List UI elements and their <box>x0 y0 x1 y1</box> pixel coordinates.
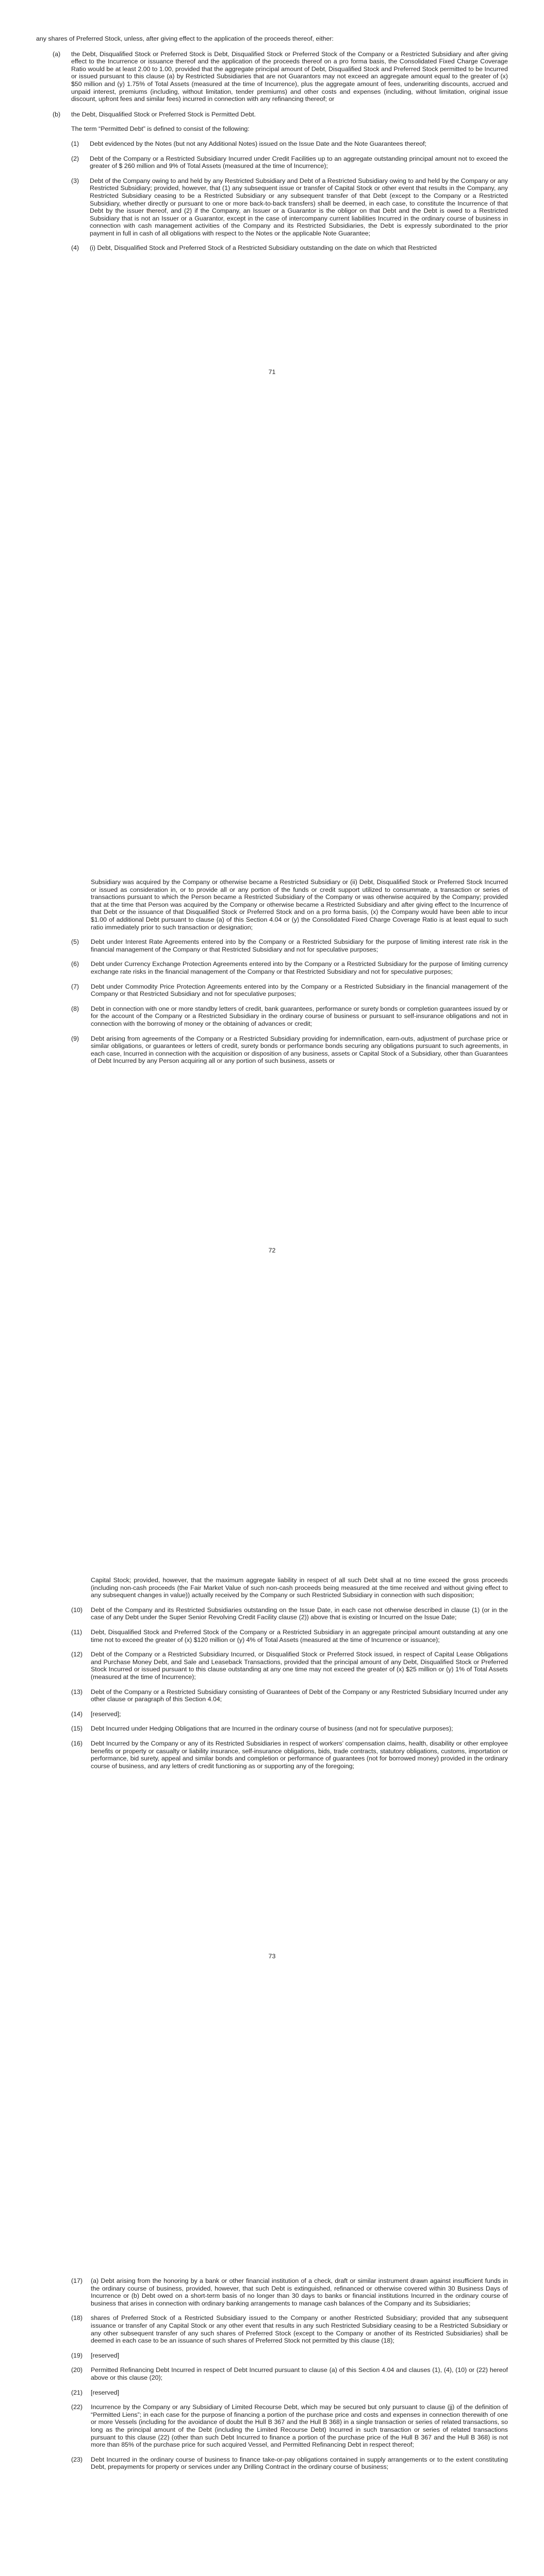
list-item <box>71 2403 508 2449</box>
list-item-number: (10) <box>71 1606 83 1614</box>
list-item-number: (7) <box>71 982 79 990</box>
permitted-debt-list-part-4 <box>71 2277 508 2471</box>
page-73-content <box>36 1577 508 1777</box>
list-item <box>71 1740 508 1770</box>
list-item-number: (20) <box>71 2366 83 2374</box>
list-item-text: Debt under Currency Exchange Protection Agreements entered into by the Company or a Restricted Subsidiary for the purpose of limiting currency exchange rate risks in the financial management of the Company or that Restricted Subsidiary and not for speculative purposes; <box>91 960 508 975</box>
list-item-text: shares of Preferred Stock of a Restricted Subsidiary issued to the Company or another Restricted Subsidiary; provided that any subsequent issuance or transfer of any Capital Stock or any other event that results in any such Restricted Subsidiary ceasing to be a Restricted Subsidiary or any other subsequent transfer of any such shares of Preferred Stock (except to the Company or another of its Restricted Subsidiaries) shall be deemed in each case to be an issuance of such shares of Preferred Stock not permitted by this clause (18); <box>91 2314 508 2345</box>
list-item-number: (19) <box>71 2351 83 2359</box>
document-page-73 <box>0 1406 544 2110</box>
page-71-content <box>36 35 508 259</box>
page-74-content <box>36 2277 508 2478</box>
list-item-number: (15) <box>71 1725 83 1733</box>
page-72-content <box>36 878 508 1072</box>
continuation-paragraph: Capital Stock; provided, however, that the maximum aggregate liability in respect of all such Debt shall at no time exceed the gross proceeds (including non-cash proceeds (the Fair Market Value of such non-cash proceeds being measured at the time received and without giving effect to any subsequent changes in value)) actually received by the Company or such Restricted Subsidiary in connection with such disposition; <box>91 1577 508 1599</box>
list-item-text: [reserved] <box>91 2351 120 2359</box>
list-item-number: (11) <box>71 1628 83 1636</box>
list-item-text: Permitted Refinancing Debt Incurred in respect of Debt Incurred pursuant to clause (a) of this Section 4.04 and clauses (1), (4), (10) or (22) hereof above or this clause (20); <box>91 2366 508 2381</box>
list-item-text: (a) Debt arising from the honoring by a bank or other financial institution of a check, draft or similar instrument drawn against insufficient funds in the ordinary course of business, provided, however, that such Debt is extinguished, refinanced or otherwise covered within 30 Business Days of Incurrence or (b) Debt owed on a short-term basis of no longer than 30 days to banks or financial institutions Incurred in the ordinary course of business that arises in connection with ordinary banking arrangements to manage cash balances of the Company and its Subsidiaries; <box>91 2277 508 2307</box>
list-item <box>71 2366 508 2381</box>
document-page-74 <box>0 2110 544 2576</box>
list-item-number: (22) <box>71 2403 83 2411</box>
list-item <box>71 1725 508 1733</box>
list-item <box>71 244 508 252</box>
list-item <box>71 155 508 170</box>
list-item-number: (5) <box>71 938 79 946</box>
list-item-text: (i) Debt, Disqualified Stock and Preferred Stock of a Restricted Subsidiary outstanding on the date on which that Restricted <box>90 244 437 252</box>
clause-a-text: the Debt, Disqualified Stock or Preferred Stock is Debt, Disqualified Stock or Preferred Stock of the Company or a Restricted Subsidiary and after giving effect to the Incurrence or issuance thereof and the application of the proceeds thereof on a pro forma basis, the Consolidated Fixed Charge Coverage Ratio would be at least 2.00 to 1.00, provided that the aggregate principal amount of Debt, Disqualified Stock and Preferred Stock permitted to be Incurred or issued pursuant to this clause (a) by Restricted Subsidiaries that are not Guarantors may not exceed an aggregate amount equal to the greater of (x) $50 million and (y) 1.75% of Total Assets (measured at the time of Incurrence), plus the aggregate amount of fees, underwriting discounts, accrued and unpaid interest, premiums (including, without limitation, tender premiums) and other costs and expenses (including, without limitation, original issue discount, upfront fees and similar fees) incurred in connection with any refinancing thereof; or <box>71 50 508 103</box>
continuation-paragraph: Subsidiary was acquired by the Company or otherwise became a Restricted Subsidiary or (ii) Debt, Disqualified Stock or Preferred Stock Incurred or issued as consideration in, or to provide all or any portion of the funds or credit support utilized to consummate, a transaction or series of transactions pursuant to which the Person became a Restricted Subsidiary of the Company or was otherwise acquired by the Company; provided that at the time that Person was acquired by the Company or otherwise became a Restricted Subsidiary and after giving effect to the Incurrence of that Debt or the issuance of that Disqualified Stock or Preferred Stock and on a pro forma basis, (x) the Company would have been able to incur $1.00 of additional Debt pursuant to clause (a) of this Section 4.04 or (y) the Consolidated Fixed Charge Coverage Ratio is at least equal to such ratio immediately prior to such transaction or designation; <box>91 878 508 931</box>
list-item-text: Incurrence by the Company or any Subsidiary of Limited Recourse Debt, which may be secured but only pursuant to clause (jj) of the definition of “Permitted Liens”; in each case for the purpose of financing a portion of the purchase price and costs and expenses in connection therewith of one or more Vessels (including for the avoidance of doubt the Hull B 367 and the Hull B 368) in a single transaction or series of related transactions, so long as the principal amount of the Debt (including the Limited Recourse Debt) Incurred in such transaction or series of related transactions pursuant to this clause (22) (other than such Debt Incurred to finance a portion of the purchase price of the Hull B 367 and the Hull B 368) is not more than 85% of the purchase price for such acquired Vessel, and Permitted Refinancing Debt in respect thereof; <box>91 2403 508 2449</box>
list-item-number: (21) <box>71 2388 83 2396</box>
permitted-debt-list-part-1 <box>71 140 508 252</box>
list-item <box>71 177 508 238</box>
list-item <box>71 983 508 998</box>
list-item <box>71 2389 508 2397</box>
list-item-number: (3) <box>71 177 79 184</box>
permitted-debt-list-part-3 <box>71 1606 508 1770</box>
page-number: 72 <box>268 1247 276 1254</box>
list-item-text: Debt arising from agreements of the Company or a Restricted Subsidiary providing for indemnification, earn-outs, adjustment of purchase price or similar obligations, or guarantees or letters of credit, surety bonds or performance bonds securing any obligations pursuant to such agreements, in each case, Incurred in connection with the acquisition or disposition of any business, assets or Capital Stock of a Subsidiary, other than Guarantees of Debt Incurred by any Person acquiring all or any portion of such business, assets or <box>91 1035 508 1065</box>
list-item-text: Debt in connection with one or more standby letters of credit, bank guarantees, performance or surety bonds or completion guarantees issued by or for the account of the Company or a Restricted Subsidiary in the ordinary course of business or pursuant to self-insurance obligations and not in connection with the borrowing of money or the obtaining of advances or credit; <box>91 1005 508 1027</box>
list-item-number: (1) <box>71 140 79 147</box>
document-page-72 <box>0 703 544 1406</box>
list-item-number: (18) <box>71 2314 83 2322</box>
list-item <box>71 1629 508 1643</box>
list-item-number: (8) <box>71 1005 79 1012</box>
list-item-text: Debt Incurred under Hedging Obligations that are Incurred in the ordinary course of business (and not for speculative purposes); <box>91 1725 453 1733</box>
list-item-text: Debt of the Company owing to and held by any Restricted Subsidiary and Debt of a Restricted Subsidiary owing to and held by the Company or any Restricted Subsidiary; provided, however, that (1) any subsequent issue or transfer of Capital Stock or other event that results in the Company, any Restricted Subsidiary ceasing to be a Restricted Subsidiary or any subsequent transfer of that Debt (except to the Company or a Restricted Subsidiary, whether directly or pursuant to one or more back-to-back transfers) shall be deemed, in each case, to constitute the Incurrence of that Debt by the issuer thereof, and (2) if the Company, an Issuer or a Guarantor is the obligor on that Debt and the Debt is owed to a Restricted Subsidiary that is not an Issuer or a Guarantor, except in the case of intercompany current liabilities Incurred in the ordinary course of business in connection with cash management activities of the Company and its Restricted Subsidiaries, the Debt is expressly subordinated to the prior payment in full in cash of all obligations with respect to the Notes or the applicable Note Guarantee; <box>90 177 508 237</box>
list-item <box>71 960 508 975</box>
document-page-71 <box>0 0 544 703</box>
list-item-number: (13) <box>71 1688 83 1696</box>
list-item-text: Debt evidenced by the Notes (but not any Additional Notes) issued on the Issue Date and the Note Guarantees thereof; <box>90 140 426 147</box>
list-item-text: Debt Incurred in the ordinary course of business to finance take-or-pay obligations contained in supply arrangements or to the extent constituting Debt, prepayments for property or services under any Drilling Contract in the ordinary course of business; <box>91 2455 508 2471</box>
list-item <box>71 1035 508 1065</box>
list-item-text: Debt of the Company or a Restricted Subsidiary Incurred, or Disqualified Stock or Preferred Stock issued, in respect of Capital Lease Obligations and Purchase Money Debt, and Sale and Leaseback Transactions, provided that the principal amount of any Debt, Disqualified Stock or Preferred Stock Incurred or issued pursuant to this clause outstanding at any one time may not exceed the greater of (x) $25 million or (y) 1% of Total Assets (measured at the time of Incurrence); <box>91 1651 508 1681</box>
list-item-number: (17) <box>71 2277 83 2284</box>
list-item-number: (14) <box>71 1710 83 1718</box>
defined-term-intro: The term “Permitted Debt” is defined to consist of the following: <box>71 125 250 133</box>
list-item-number: (23) <box>71 2455 83 2463</box>
list-item-text: Debt of the Company or a Restricted Subsidiary Incurred under Credit Facilities up to an aggregate outstanding principal amount not to exceed the greater of $ 260 million and 9% of Total Assets (measured at the time of Incurrence); <box>90 155 508 170</box>
list-item-text: [reserved]; <box>91 1710 121 1718</box>
list-item-number: (6) <box>71 960 79 968</box>
list-item-number: (4) <box>71 244 79 252</box>
clause-a <box>53 50 508 103</box>
opening-paragraph: any shares of Preferred Stock, unless, after giving effect to the application of the proceeds thereof, either: <box>36 35 334 42</box>
list-item-text: Debt of the Company and its Restricted Subsidiaries outstanding on the Issue Date, in each case not otherwise described in clause (1) (or in the case of any Debt under the Super Senior Revolving Credit Facility clause (2)) above that is existing or Incurred on the Issue Date; <box>91 1606 508 1621</box>
list-item-text: Debt under Commodity Price Protection Agreements entered into by the Company or a Restricted Subsidiary in the financial management of the Company or that Restricted Subsidiary and not for speculative purposes; <box>91 982 508 998</box>
list-item <box>71 2314 508 2344</box>
page-number: 71 <box>268 368 276 376</box>
list-item <box>71 1651 508 1681</box>
permitted-debt-list-part-2 <box>71 938 508 1065</box>
list-item-text: [reserved] <box>91 2388 120 2396</box>
list-item-text: Debt Incurred by the Company or any of its Restricted Subsidiaries in respect of workers’ compensation claims, health, disability or other employee benefits or property or casualty or liability insurance, self-insurance obligations, bids, trade contracts, statutory obligations, customs, importation or performance, bid surety, appeal and similar bonds and completion or performance of guarantees (not for borrowed money) provided in the ordinary course of business, and any letters of credit functioning as or supporting any of the foregoing; <box>91 1739 508 1770</box>
list-item-number: (9) <box>71 1035 79 1042</box>
list-item <box>71 2277 508 2307</box>
list-item <box>71 1005 508 1028</box>
list-item <box>71 2352 508 2360</box>
list-item-text: Debt of the Company or a Restricted Subsidiary consisting of Guarantees of Debt of the Company or any Restricted Subsidiary Incurred under any other clause or paragraph of this Section 4.04; <box>91 1688 508 1703</box>
list-item-text: Debt, Disqualified Stock and Preferred Stock of the Company or a Restricted Subsidiary in an aggregate principal amount outstanding at any one time not to exceed the greater of (x) $120 million or (y) 4% of Total Assets (measured at the time of Incurrence or issuance); <box>91 1628 508 1643</box>
list-item <box>71 1710 508 1718</box>
clause-b-text: the Debt, Disqualified Stock or Preferred Stock is Permitted Debt. <box>71 110 256 118</box>
list-item-number: (2) <box>71 155 79 162</box>
list-item <box>71 1606 508 1621</box>
list-item <box>71 140 508 148</box>
page-number: 73 <box>268 1953 276 1960</box>
list-item <box>71 2456 508 2471</box>
clause-b-marker: (b) <box>53 110 61 118</box>
clause-a-marker: (a) <box>53 50 61 58</box>
list-item-number: (12) <box>71 1651 83 1658</box>
list-item-text: Debt under Interest Rate Agreements entered into by the Company or a Restricted Subsidiary for the purpose of limiting interest rate risk in the financial management of the Company or that Restricted Subsidiary and not for speculative purposes; <box>91 938 508 953</box>
list-item <box>71 1688 508 1703</box>
list-item <box>71 938 508 953</box>
clause-b <box>53 111 508 118</box>
list-item-number: (16) <box>71 1739 83 1747</box>
